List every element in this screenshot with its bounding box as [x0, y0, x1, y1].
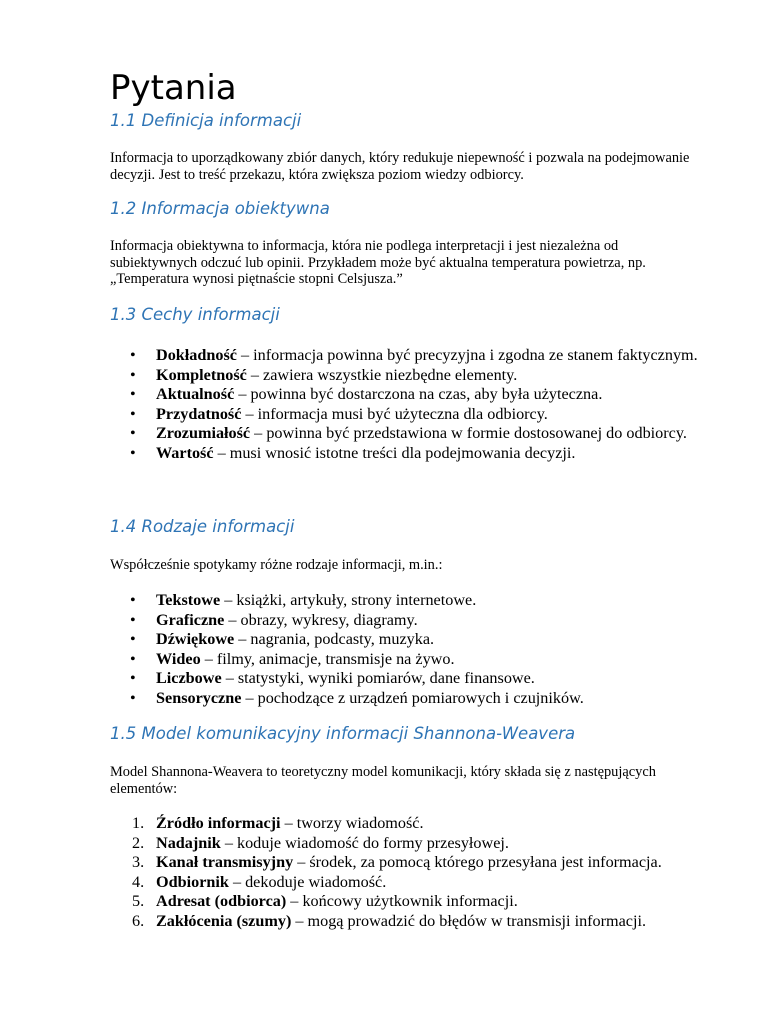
list-item-desc: – środek, za pomocą którego przesyłana jest informacja. — [293, 853, 662, 871]
list-item-desc: – koduje wiadomość do formy przesyłowej. — [220, 833, 509, 852]
list-item-desc: – książki, artykuły, strony internetowe. — [220, 591, 477, 609]
list-item — [110, 873, 710, 893]
heading-model-shannona-weavera: 1.5 Model komunikacyjny informacji Shannona-Weavera — [110, 724, 576, 743]
list-item — [110, 366, 710, 386]
list-item-term: Wideo — [156, 649, 201, 668]
list-item-term: Zakłócenia (szumy) — [156, 911, 292, 930]
list-item-desc: – dekoduje wiadomość. — [228, 872, 387, 891]
list-item-desc: – informacja powinna być precyzyjna i zgodna ze stanem faktycznym. — [236, 346, 698, 364]
list-item-term: Przydatność — [156, 404, 242, 423]
document-title: Pytania — [110, 68, 237, 108]
list-item — [110, 385, 710, 405]
list-item-desc: – filmy, animacje, transmisje na żywo. — [200, 649, 455, 668]
list-item — [110, 892, 710, 912]
bullet-icon: • — [130, 404, 136, 423]
list-item-term: Aktualność — [156, 385, 235, 403]
list-item — [110, 630, 710, 650]
list-item-desc: – statystyki, wyniki pomiarów, dane finansowe. — [221, 669, 535, 687]
list-item-desc: – końcowy użytkownik informacji. — [286, 892, 518, 910]
list-item-desc: – powinna być przedstawiona w formie dostosowanej do odbiorcy. — [250, 424, 687, 442]
list-item-term: Wartość — [156, 443, 214, 462]
bullet-icon: • — [130, 385, 136, 403]
paragraph-definicja: Informacja to uporządkowany zbiór danych, który redukuje niepewność i pozwala na podejmowanie decyzji. Jest to treść przekazu, która zwiększa poziom wiedzy odbiorcy. — [110, 150, 690, 183]
list-rodzaje — [110, 591, 710, 708]
bullet-icon: • — [130, 610, 136, 629]
list-item — [110, 346, 710, 366]
list-item-term: Odbiornik — [156, 872, 229, 891]
list-item — [110, 424, 710, 444]
list-item-term: Sensoryczne — [156, 688, 242, 707]
list-item-term: Kompletność — [156, 365, 247, 384]
bullet-icon: • — [130, 649, 136, 668]
list-number: 4. — [132, 872, 145, 891]
list-item-term: Adresat (odbiorca) — [156, 892, 287, 910]
bullet-icon: • — [130, 688, 136, 707]
list-number: 3. — [132, 853, 145, 871]
list-item-term: Nadajnik — [156, 833, 221, 852]
list-item-term: Graficzne — [156, 610, 225, 629]
bullet-icon: • — [130, 669, 136, 687]
list-item-desc: – tworzy wiadomość. — [280, 814, 424, 832]
list-item-term: Dokładność — [156, 346, 237, 364]
list-item-desc: – powinna być dostarczona na czas, aby była użyteczna. — [234, 385, 603, 403]
paragraph-model: Model Shannona-Weavera to teoretyczny model komunikacji, który składa się z następujących elementów: — [110, 764, 656, 797]
list-number: 1. — [132, 814, 145, 832]
list-number: 5. — [132, 892, 145, 910]
bullet-icon: • — [130, 443, 136, 462]
bullet-icon: • — [130, 346, 136, 364]
heading-rodzaje: 1.4 Rodzaje informacji — [110, 517, 295, 536]
list-number: 6. — [132, 911, 145, 930]
bullet-icon: • — [130, 365, 136, 384]
heading-definicja: 1.1 Definicja informacji — [110, 111, 302, 130]
heading-cechy: 1.3 Cechy informacji — [110, 305, 280, 324]
bullet-icon: • — [130, 630, 136, 648]
list-item — [110, 834, 710, 854]
list-item — [110, 853, 710, 873]
list-cechy — [110, 346, 710, 463]
list-item-desc: – mogą prowadzić do błędów w transmisji informacji. — [291, 911, 647, 930]
paragraph-rodzaje: Współcześnie spotykamy różne rodzaje informacji, m.in.: — [110, 557, 443, 573]
bullet-icon: • — [130, 424, 136, 442]
bullet-icon: • — [130, 591, 136, 609]
list-model — [110, 814, 710, 931]
list-item — [110, 669, 710, 689]
list-item-term: Zrozumiałość — [156, 424, 251, 442]
list-item-term: Tekstowe — [156, 591, 221, 609]
list-item-term: Źródło informacji — [156, 814, 281, 832]
list-item — [110, 591, 710, 611]
list-item-desc: – musi wnosić istotne treści dla podejmowania decyzji. — [213, 443, 576, 462]
list-item — [110, 650, 710, 670]
list-item-desc: – nagrania, podcasty, muzyka. — [234, 630, 435, 648]
list-item-desc: – zawiera wszystkie niezbędne elementy. — [246, 365, 518, 384]
list-item-desc: – pochodzące z urządzeń pomiarowych i czujników. — [241, 688, 584, 707]
list-item-desc: – informacja musi być użyteczna dla odbiorcy. — [241, 404, 548, 423]
list-number: 2. — [132, 833, 145, 852]
list-item — [110, 689, 710, 709]
list-item-term: Liczbowe — [156, 669, 222, 687]
list-item — [110, 444, 710, 464]
list-item — [110, 405, 710, 425]
list-item-desc: – obrazy, wykresy, diagramy. — [224, 610, 418, 629]
list-item-term: Kanał transmisyjny — [156, 853, 294, 871]
list-item-term: Dźwiękowe — [156, 630, 235, 648]
heading-informacja-obiektywna: 1.2 Informacja obiektywna — [110, 199, 330, 218]
list-item — [110, 814, 710, 834]
paragraph-informacja-obiektywna: Informacja obiektywna to informacja, która nie podlega interpretacji i jest niezależna od subiektywnych odczuć lub opinii. Przykładem może być aktualna temperatura powietrza, np. „Temperatura wynosi piętnaście stopni Celsjusza.” — [110, 238, 646, 287]
list-item — [110, 912, 710, 932]
list-item — [110, 611, 710, 631]
